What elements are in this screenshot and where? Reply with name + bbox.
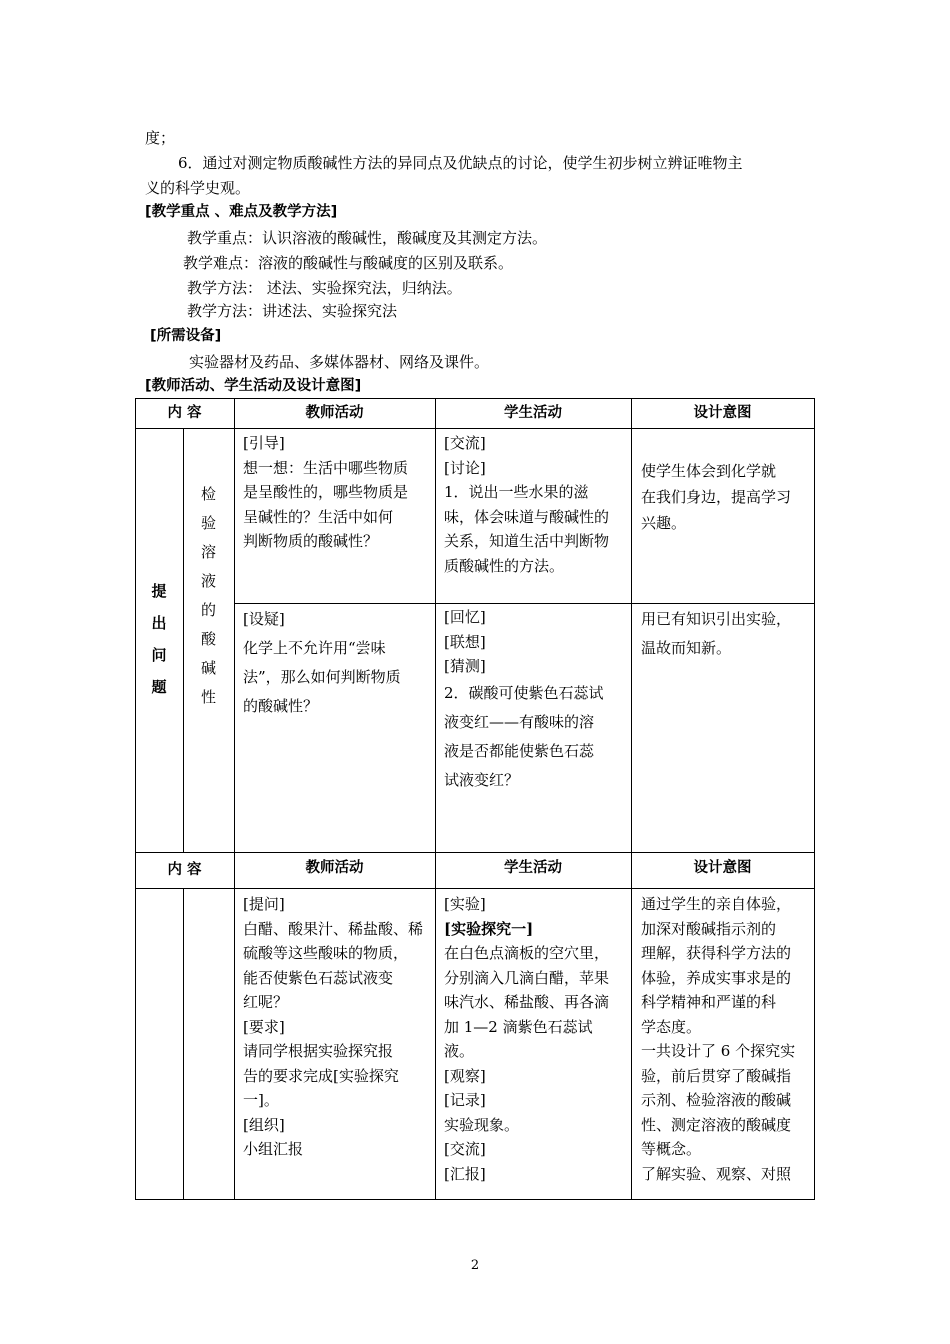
header-content: 内 容 [167,405,202,421]
header-design: 设计意图 [693,860,752,876]
text-line: 教学重点：认识溶液的酸碱性，酸碱度及其测定方法。 [187,229,548,247]
header-student: 学生活动 [504,405,562,421]
text-line: 教学方法： 述法、实验探究法，归纳法。 [187,279,462,297]
section-heading: [所需设备] [150,328,222,344]
row3-teacher: [提问] 白醋、酸果汁、稀盐酸、稀 硫酸等这些酸味的物质， 能否使紫色石蕊试液变 红呢？ [要求] 请同学根据实验探究报 告的要求完成[实验探究 一]。 [组织] 小组汇报 [243,895,424,1158]
text-line: 6．通过对测定物质酸碱性方法的异同点及优缺点的讨论，使学生初步树立辨证唯物主 [178,154,743,172]
row1-student: [交流] [讨论] 1．说出一些水果的滋 味，体会味道与酸碱性的 关系，知道生活中判断物 质酸碱性的方法。 [444,434,610,575]
text-line: 教学方法：讲述法、实验探究法 [187,302,398,320]
row1-teacher: [引导] 想一想：生活中哪些物质 是呈酸性的，哪些物质是 呈碱性的？生活中如何 判断物质的酸碱性？ [243,434,409,550]
row3-design: 通过学生的亲自体验， 加深对酸碱指示剂的 理解，获得科学方法的 体验，养成实事求是的 科学精神和严谨的科 学态度。 一共设计了 6 个探究实 验，前后贯穿了酸碱指 示剂、检验溶液的酸碱 性、测定溶液的酸碱度 等概念。 了解实验、观察、对照 [641,895,796,1183]
text-line: 实验器材及药品、多媒体器材、网络及课件。 [189,353,490,371]
row3-student: [实验] [实验探究一] 在白色点滴板的空穴里， 分别滴入几滴白醋，苹果 味汽水、稀盐酸、再各滴 加 1—2 滴紫色石蕊试 液。 [观察] [记录] 实验现象。 [交流] [汇报] [444,895,610,1183]
text-line: 义的科学史观。 [145,179,251,197]
row2-teacher: [设疑] 化学上不允许用“尝味 法”，那么如何判断物质 的酸碱性？ [243,610,401,715]
row1-design: 使学生体会到化学就 在我们身边，提高学习 兴趣。 [641,462,792,532]
row2-design: 用已有知识引出实验， 温故而知新。 [641,610,792,657]
header-teacher: 教师活动 [305,405,364,421]
header-teacher: 教师活动 [305,860,364,876]
section-label: 提 出 问 题 [151,582,167,696]
header-student: 学生活动 [504,860,562,876]
page-number: 2 [470,1258,480,1273]
text-line: 度； [145,129,176,147]
header-content: 内 容 [167,862,202,878]
text-line: 教学难点：溶液的酸碱性与酸碱度的区别及联系。 [183,254,514,272]
section-heading: [教师活动、学生活动及设计意图] [145,378,362,394]
sub-label: 检 验 溶 液 的 酸 碱 性 [200,485,216,706]
header-design: 设计意图 [693,405,752,421]
section-heading: [教学重点 、难点及教学方法] [145,204,338,220]
row2-student: [回忆] [联想] [猜测] 2．碳酸可使紫色石蕊试 液变红——有酸味的溶 液是否都能使紫色石蕊 试液变红？ [444,608,604,789]
